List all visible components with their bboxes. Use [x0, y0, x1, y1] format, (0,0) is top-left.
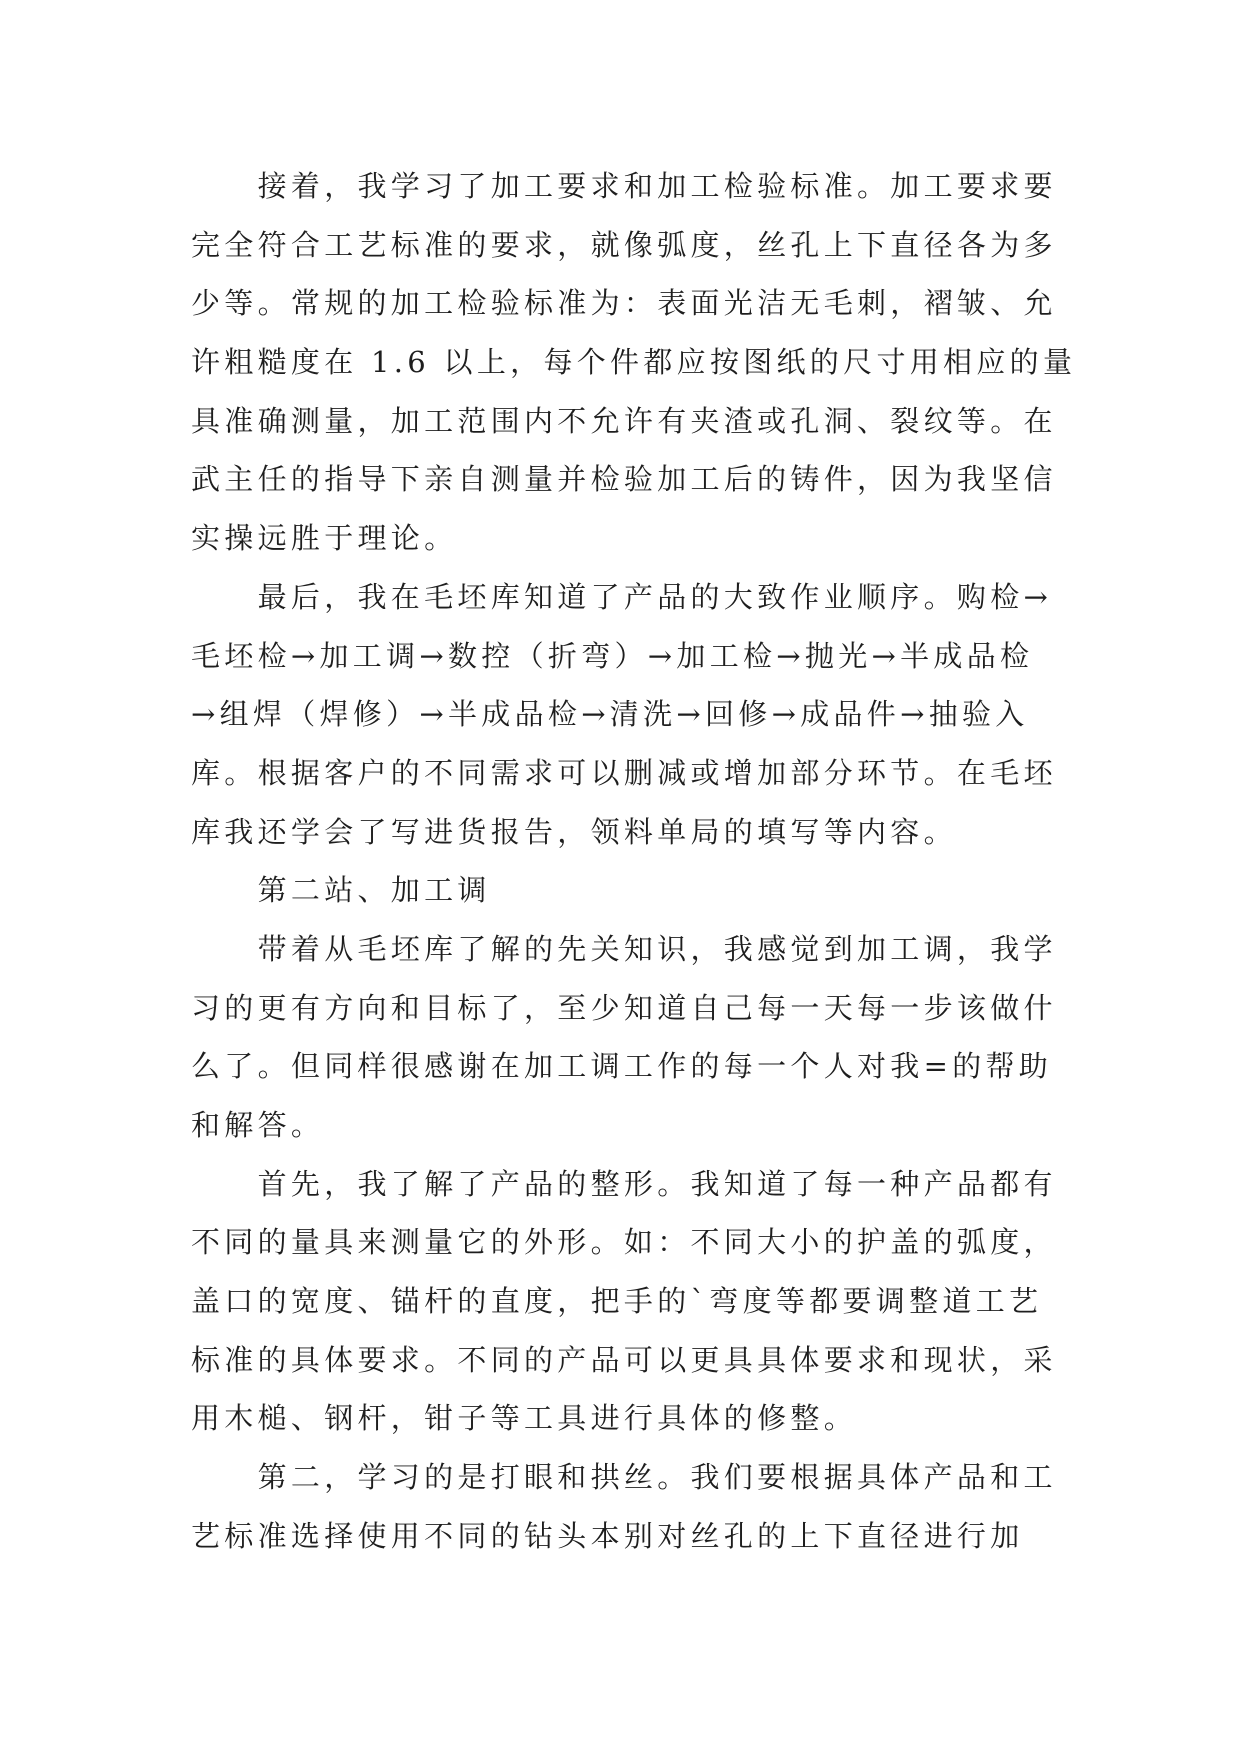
text-line: 用木槌、钢杆，钳子等工具进行具体的修整。 — [191, 1401, 858, 1436]
text-line: 艺标准选择使用不同的钻头本别对丝孔的上下直径进行加 — [191, 1518, 1024, 1553]
text-line: →组焊（焊修）→半成品检→清洗→回修→成品件→抽验入 — [191, 697, 1029, 732]
text-line: 完全符合工艺标准的要求，就像弧度，丝孔上下直径各为多 — [191, 227, 1057, 262]
text-line: 习的更有方向和目标了，至少知道自己每一天每一步该做什 — [191, 990, 1057, 1025]
text-line: 第二，学习的是打眼和拱丝。我们要根据具体产品和工 — [257, 1460, 1057, 1495]
text-line: 最后，我在毛坯库知道了产品的大致作业顺序。购检→ — [257, 579, 1053, 614]
text-line: 毛坯检→加工调→数控（折弯）→加工检→抛光→半成品检 — [191, 638, 1034, 673]
text-line: 武主任的指导下亲自测量并检验加工后的铸件，因为我坚信 — [191, 462, 1057, 497]
text-line: 带着从毛坯库了解的先关知识，我感觉到加工调，我学 — [257, 931, 1057, 966]
text-line: 具准确测量，加工范围内不允许有夹渣或孔洞、裂纹等。在 — [191, 403, 1057, 438]
body-text — [191, 157, 1091, 1566]
text-line: 么了。但同样很感谢在加工调工作的每一个人对我=的帮助 — [191, 1049, 1053, 1084]
text-line: 不同的量具来测量它的外形。如：不同大小的护盖的弧度， — [191, 1225, 1057, 1260]
text-line: 少等。常规的加工检验标准为：表面光洁无毛刺，褶皱、允 — [191, 286, 1057, 321]
paragraph-processing-standards — [191, 157, 1091, 568]
text-line: 许粗糙度在 1.6 以上，每个件都应按图纸的尺寸用相应的量 — [191, 345, 1077, 380]
paragraph-shaping — [191, 1155, 1091, 1448]
text-line: 接着，我学习了加工要求和加工检验标准。加工要求要 — [257, 169, 1057, 203]
section-title: 第二站、加工调 — [257, 873, 491, 908]
paragraph-drilling — [191, 1448, 1091, 1565]
paragraph-intro-station-two — [191, 920, 1091, 1155]
text-line: 标准的具体要求。不同的产品可以更具具体要求和现状，采 — [191, 1342, 1057, 1377]
text-line: 库。根据客户的不同需求可以删减或增加部分环节。在毛坯 — [191, 755, 1057, 790]
text-line: 首先，我了解了产品的整形。我知道了每一种产品都有 — [257, 1166, 1057, 1201]
text-line: 库我还学会了写进货报告，领料单局的填写等内容。 — [191, 814, 957, 849]
paragraph-work-sequence — [191, 568, 1091, 861]
section-heading — [191, 861, 1091, 920]
text-line: 实操远胜于理论。 — [191, 521, 458, 556]
text-line: 盖口的宽度、锚杆的直度，把手的`弯度等都要调整道工艺 — [191, 1284, 1043, 1319]
text-line: 和解答。 — [191, 1108, 325, 1142]
